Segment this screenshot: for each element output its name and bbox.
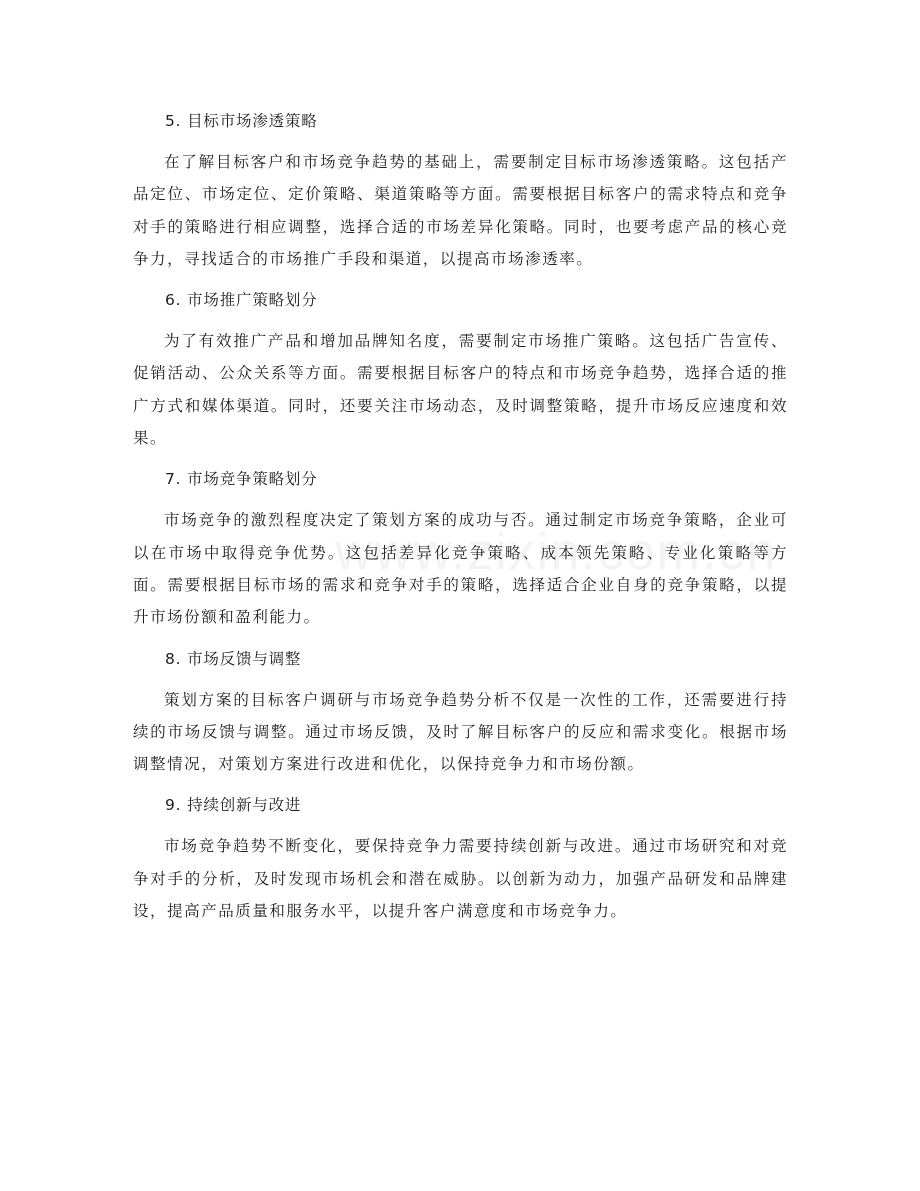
section-heading: 5. 目标市场渗透策略	[165, 112, 318, 130]
section-paragraph: 策划方案的目标客户调研与市场竞争趋势分析不仅是一次性的工作，还需要进行持续的市场反馈与调整。通过市场反馈，及时了解目标客户的反应和需求变化。根据市场调整情况，对策划方案进行改进和优化，以保持竞争力和市场份额。	[133, 690, 788, 774]
section-5	[133, 106, 788, 275]
section-paragraph: 为了有效推广产品和增加品牌知名度，需要制定市场推广策略。这包括广告宣传、促销活动、公众关系等方面。需要根据目标客户的特点和市场竞争趋势，选择合适的推广方式和媒体渠道。同时，还要关注市场动态，及时调整策略，提升市场反应速度和效果。	[133, 332, 788, 448]
section-heading: 6. 市场推广策略划分	[165, 291, 318, 310]
section-7	[133, 464, 788, 633]
section-heading: 8. 市场反馈与调整	[165, 649, 302, 668]
section-paragraph: 市场竞争趋势不断变化，要保持竞争力需要持续创新与改进。通过市场研究和对竞争对手的分析，及时发现市场机会和潜在威胁。以创新为动力，加强产品研发和品牌建设，提高产品质量和服务水平，以提升客户满意度和市场竞争力。	[133, 837, 788, 921]
section-9	[133, 790, 788, 927]
section-paragraph: 在了解目标客户和市场竞争趋势的基础上，需要制定目标市场渗透策略。这包括产品定位、市场定位、定价策略、渠道策略等方面。需要根据目标客户的需求特点和竞争对手的策略进行相应调整，选择合适的市场差异化策略。同时，也要考虑产品的核心竞争力，寻找适合的市场推广手段和渠道，以提高市场渗透率。	[133, 153, 788, 268]
section-paragraph: 市场竞争的激烈程度决定了策划方案的成功与否。通过制定市场竞争策略，企业可以在市场中取得竞争优势。这包括差异化竞争策略、成本领先策略、专业化策略等方面。需要根据目标市场的需求和竞争对手的策略，选择适合企业自身的竞争策略，以提升市场份额和盈利能力。	[133, 511, 788, 627]
section-heading: 7. 市场竞争策略划分	[165, 470, 318, 489]
section-6	[133, 285, 788, 454]
document-content	[133, 106, 788, 937]
section-heading: 9. 持续创新与改进	[165, 796, 302, 815]
section-8	[133, 644, 788, 781]
